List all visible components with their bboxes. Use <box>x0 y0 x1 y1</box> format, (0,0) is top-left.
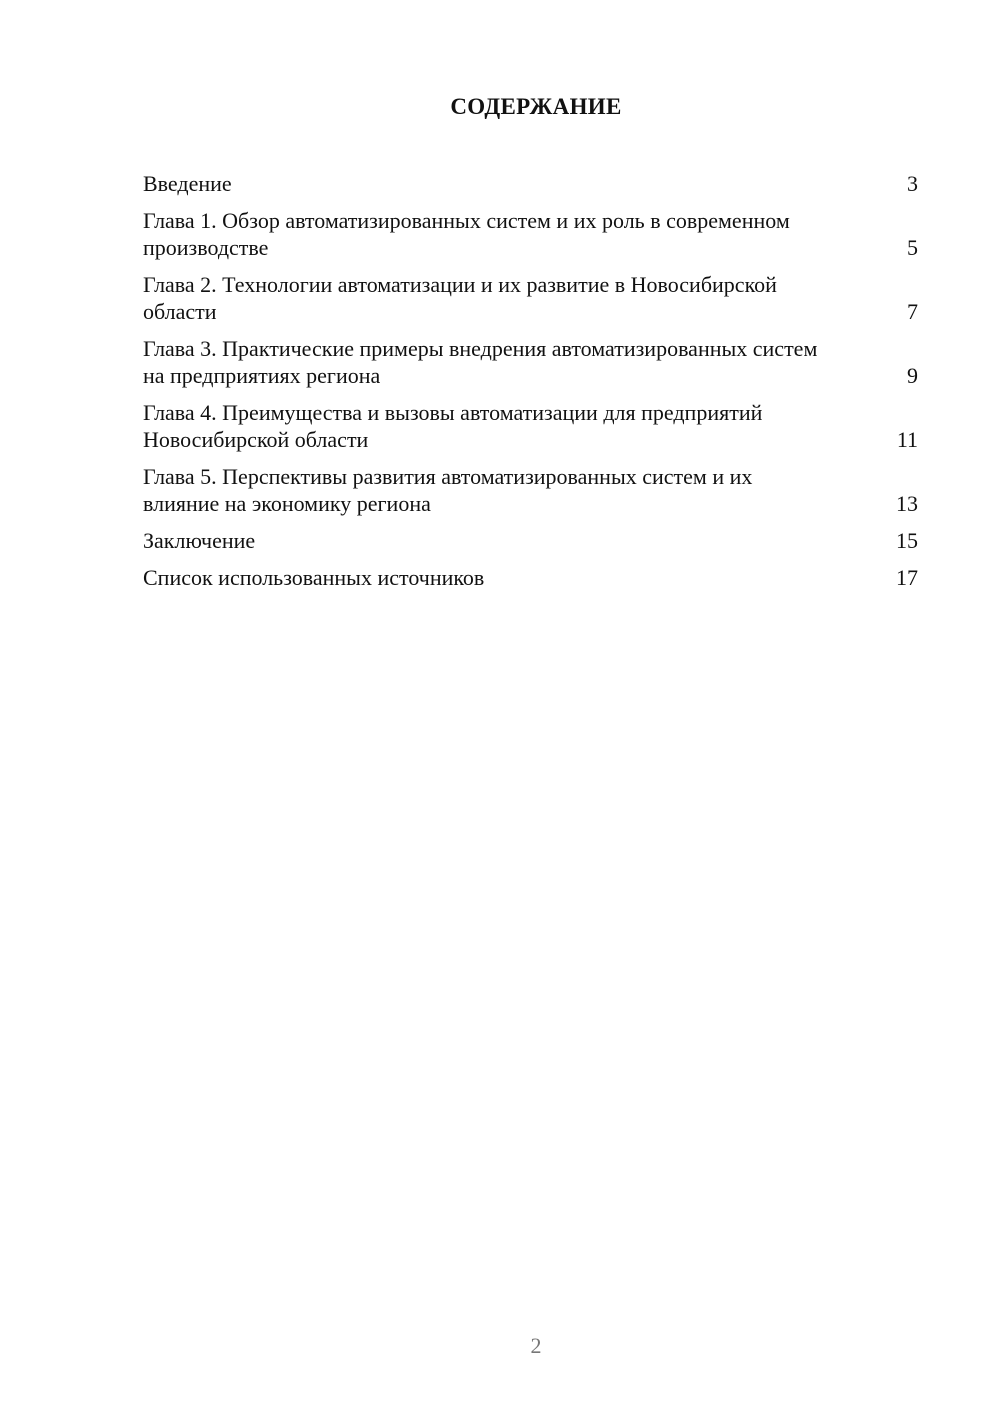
toc-entry-title: Глава 4. Преимущества и вызовы автоматизации для предприятий Новосибирской области <box>143 400 763 452</box>
toc-entry-page: 3 <box>907 171 918 196</box>
toc-entry-page: 13 <box>896 491 918 516</box>
toc-entry-chapter-1[interactable] <box>143 207 918 261</box>
toc-entry-page: 17 <box>896 565 918 590</box>
toc-entry-introduction[interactable] <box>143 170 918 197</box>
toc-entry-title: Глава 1. Обзор автоматизированных систем и их роль в современном производстве <box>143 208 790 260</box>
toc-entry-title: Заключение <box>143 528 256 553</box>
table-of-contents <box>143 170 918 601</box>
toc-entry-title: Глава 3. Практические примеры внедрения автоматизированных систем на предприятиях региона <box>143 336 818 388</box>
page-number: 2 <box>530 1333 542 1358</box>
toc-entry-page: 11 <box>896 427 918 452</box>
toc-entry-title: Введение <box>143 171 232 196</box>
toc-entry-chapter-2[interactable] <box>143 271 918 325</box>
toc-entry-conclusion[interactable] <box>143 527 918 554</box>
toc-entry-title: Глава 2. Технологии автоматизации и их развитие в Новосибирской области <box>143 272 777 324</box>
toc-entry-chapter-4[interactable] <box>143 399 918 453</box>
toc-entry-references[interactable] <box>143 564 918 591</box>
toc-entry-chapter-5[interactable] <box>143 463 918 517</box>
toc-entry-title: Список использованных источников <box>143 565 485 590</box>
toc-entry-title: Глава 5. Перспективы развития автоматизированных систем и их влияние на экономику региона <box>143 464 753 516</box>
toc-entry-page: 9 <box>907 363 918 388</box>
toc-entry-chapter-3[interactable] <box>143 335 918 389</box>
page-title: СОДЕРЖАНИЕ <box>450 94 622 119</box>
toc-entry-page: 5 <box>907 235 918 260</box>
toc-entry-page: 7 <box>907 299 918 324</box>
toc-entry-page: 15 <box>896 528 918 553</box>
